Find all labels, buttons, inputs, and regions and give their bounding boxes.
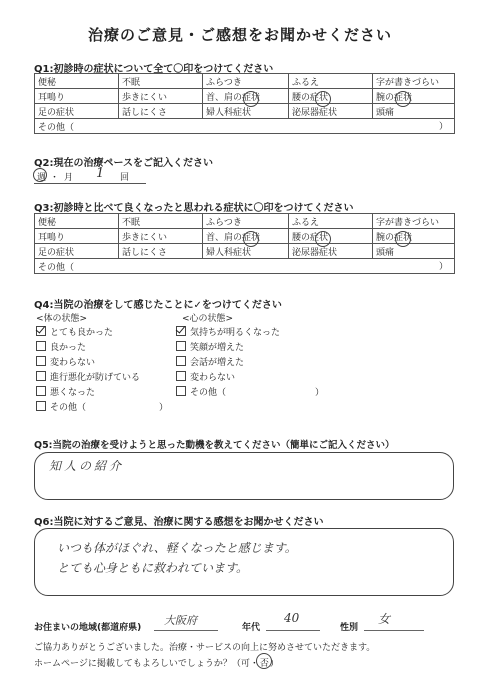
q3-cell[interactable]: 頭痛: [373, 244, 455, 259]
checkbox[interactable]: [36, 341, 46, 351]
q4-mind-list: [176, 325, 324, 400]
list-item[interactable]: その他（ ）: [36, 400, 168, 415]
q2-pace-field[interactable]: [34, 168, 146, 184]
q3-cell[interactable]: 腕の症状: [373, 229, 455, 244]
q3-cell[interactable]: 便秘: [35, 214, 119, 229]
footer-sep: ・: [249, 659, 259, 669]
q6-answer-line1: いつも体がほぐれ、軽くなったと感じます。: [57, 541, 297, 555]
q1-cell[interactable]: 話しにくさ: [119, 104, 203, 119]
page-title: 治療のご意見・ご感想をお聞かせください: [87, 26, 392, 44]
q1-cell[interactable]: 泌尿器症状: [289, 104, 373, 119]
q1-cell[interactable]: 便秘: [35, 74, 119, 89]
q3-other-cell[interactable]: [35, 259, 455, 274]
q1-circle-mark: [395, 91, 411, 107]
checkbox[interactable]: [36, 371, 46, 381]
gender-label: 性別: [340, 623, 359, 633]
q3-cell[interactable]: 歩きにくい: [119, 229, 203, 244]
age-field[interactable]: [266, 610, 320, 631]
checkbox[interactable]: [176, 386, 186, 396]
q3-other-label: その他（: [38, 262, 75, 273]
q5-heading: Q5:当院の治療を受けようと思った動機を教えてください（簡単にご記入ください）: [34, 440, 395, 451]
q1-cell[interactable]: 足の症状: [35, 104, 119, 119]
list-item[interactable]: 笑顔が増えた: [176, 340, 324, 355]
q1-heading: Q1:初診時の症状について全て〇印をつけてください: [34, 64, 274, 75]
q1-cell[interactable]: 腕の症状: [373, 89, 455, 104]
q3-cell[interactable]: 話しにくさ: [119, 244, 203, 259]
checkbox[interactable]: [36, 386, 46, 396]
list-item[interactable]: その他（ ）: [176, 385, 324, 400]
footer-permission: [34, 656, 279, 669]
list-item[interactable]: 良かった: [36, 340, 168, 355]
q6-answer-line2: とても心身ともに救われています。: [57, 561, 249, 575]
checkbox[interactable]: [176, 371, 186, 381]
list-item[interactable]: とても良かった: [36, 325, 168, 340]
footer-no-option[interactable]: 否: [259, 656, 270, 669]
footer-permission-question: ホームページに掲載してもよろしいでしょうか？（: [34, 659, 241, 669]
address-field[interactable]: [154, 610, 218, 631]
q3-cell[interactable]: ふるえ: [289, 214, 373, 229]
q1-circle-mark: [243, 91, 259, 107]
list-item[interactable]: 会話が増えた: [176, 355, 324, 370]
q1-cell[interactable]: 首、肩の症状: [203, 89, 289, 104]
q3-cell[interactable]: 首、肩の症状: [203, 229, 289, 244]
q6-answer-box[interactable]: [34, 528, 454, 596]
table-row: [35, 119, 455, 134]
q4-heading: Q4:当院の治療をして感じたことに✓をつけてください: [34, 300, 282, 311]
checkbox[interactable]: [176, 341, 186, 351]
age-label: 年代: [242, 623, 261, 633]
q1-other-label: その他（: [38, 122, 75, 133]
checkbox[interactable]: [176, 326, 186, 336]
q3-cell[interactable]: 不眠: [119, 214, 203, 229]
checkbox[interactable]: [36, 401, 46, 411]
q3-other-close: ）: [438, 262, 448, 272]
q6-heading: Q6:当院に対するご意見、治療に関する感想をお聞かせください: [34, 517, 324, 528]
q3-cell[interactable]: 腰の症状: [289, 229, 373, 244]
q3-cell[interactable]: ふらつき: [203, 214, 289, 229]
q1-cell[interactable]: 耳鳴り: [35, 89, 119, 104]
q2-heading: Q2:現在の治療ペースをご記入ください: [34, 158, 213, 169]
q4-body-title: <体の状態>: [36, 314, 88, 324]
gender-field[interactable]: [364, 610, 424, 631]
q1-other-close: ）: [438, 122, 448, 132]
footer-yes-option[interactable]: 可: [240, 659, 250, 669]
list-item[interactable]: 悪くなった: [36, 385, 168, 400]
q3-circle-mark: [395, 231, 411, 247]
q3-cell[interactable]: 泌尿器症状: [289, 244, 373, 259]
q3-cell[interactable]: 婦人科症状: [203, 244, 289, 259]
table-row: [35, 104, 455, 119]
footer-thanks: ご協力ありがとうございました。治療・サービスの向上に努めさせていただきます。: [34, 643, 376, 653]
checkbox[interactable]: [176, 356, 186, 366]
q1-cell[interactable]: ふるえ: [289, 74, 373, 89]
q1-circle-mark: [315, 91, 331, 107]
q3-circle-mark: [315, 231, 331, 247]
q1-other-cell[interactable]: [35, 119, 455, 134]
q4-mind-other-close: ）: [314, 388, 324, 398]
q4-body-other-close: ）: [158, 403, 168, 413]
list-item[interactable]: 変わらない: [36, 355, 168, 370]
checkbox[interactable]: [36, 356, 46, 366]
q5-answer: 知人の紹介: [49, 459, 125, 473]
q2-sep: ・: [50, 173, 60, 183]
q1-cell[interactable]: 腰の症状: [289, 89, 373, 104]
table-row: [35, 259, 455, 274]
q4-body-list: [36, 325, 168, 415]
q1-cell[interactable]: 頭痛: [373, 104, 455, 119]
age-value: 40: [284, 611, 300, 625]
q3-cell[interactable]: 字が書きづらい: [373, 214, 455, 229]
gender-value: 女: [378, 612, 391, 626]
q1-cell[interactable]: 婦人科症状: [203, 104, 289, 119]
q2-unit-times: 回: [120, 173, 130, 183]
address-label: お住まいの地域(都道府県): [34, 623, 142, 633]
table-row: [35, 74, 455, 89]
q4-mind-title: <心の状態>: [182, 314, 234, 324]
q3-circle-mark: [243, 231, 259, 247]
footer-no-circle-mark: [256, 653, 272, 669]
list-item[interactable]: 変わらない: [176, 370, 324, 385]
q5-answer-box[interactable]: [34, 452, 454, 500]
address-value: 大阪府: [164, 614, 197, 627]
q2-unit-month: 月: [64, 173, 74, 183]
table-row: [35, 214, 455, 229]
list-item[interactable]: 気持ちが明るくなった: [176, 325, 324, 340]
q2-count-handwritten: 1: [96, 166, 105, 181]
table-row: [35, 244, 455, 259]
q3-heading: Q3:初診時と比べて良くなったと思われる症状に〇印をつけてください: [34, 203, 354, 214]
q2-circle-mark: [33, 168, 47, 182]
q1-cell[interactable]: 歩きにくい: [119, 89, 203, 104]
q1-cell[interactable]: 字が書きづらい: [373, 74, 455, 89]
list-item[interactable]: 進行悪化が防げている: [36, 370, 168, 385]
q3-cell[interactable]: 足の症状: [35, 244, 119, 259]
footer-close: ）: [269, 659, 279, 669]
checkbox[interactable]: [36, 326, 46, 336]
q3-cell[interactable]: 耳鳴り: [35, 229, 119, 244]
q2-unit-week: 週: [37, 173, 47, 183]
q1-cell[interactable]: 不眠: [119, 74, 203, 89]
q1-cell[interactable]: ふらつき: [203, 74, 289, 89]
